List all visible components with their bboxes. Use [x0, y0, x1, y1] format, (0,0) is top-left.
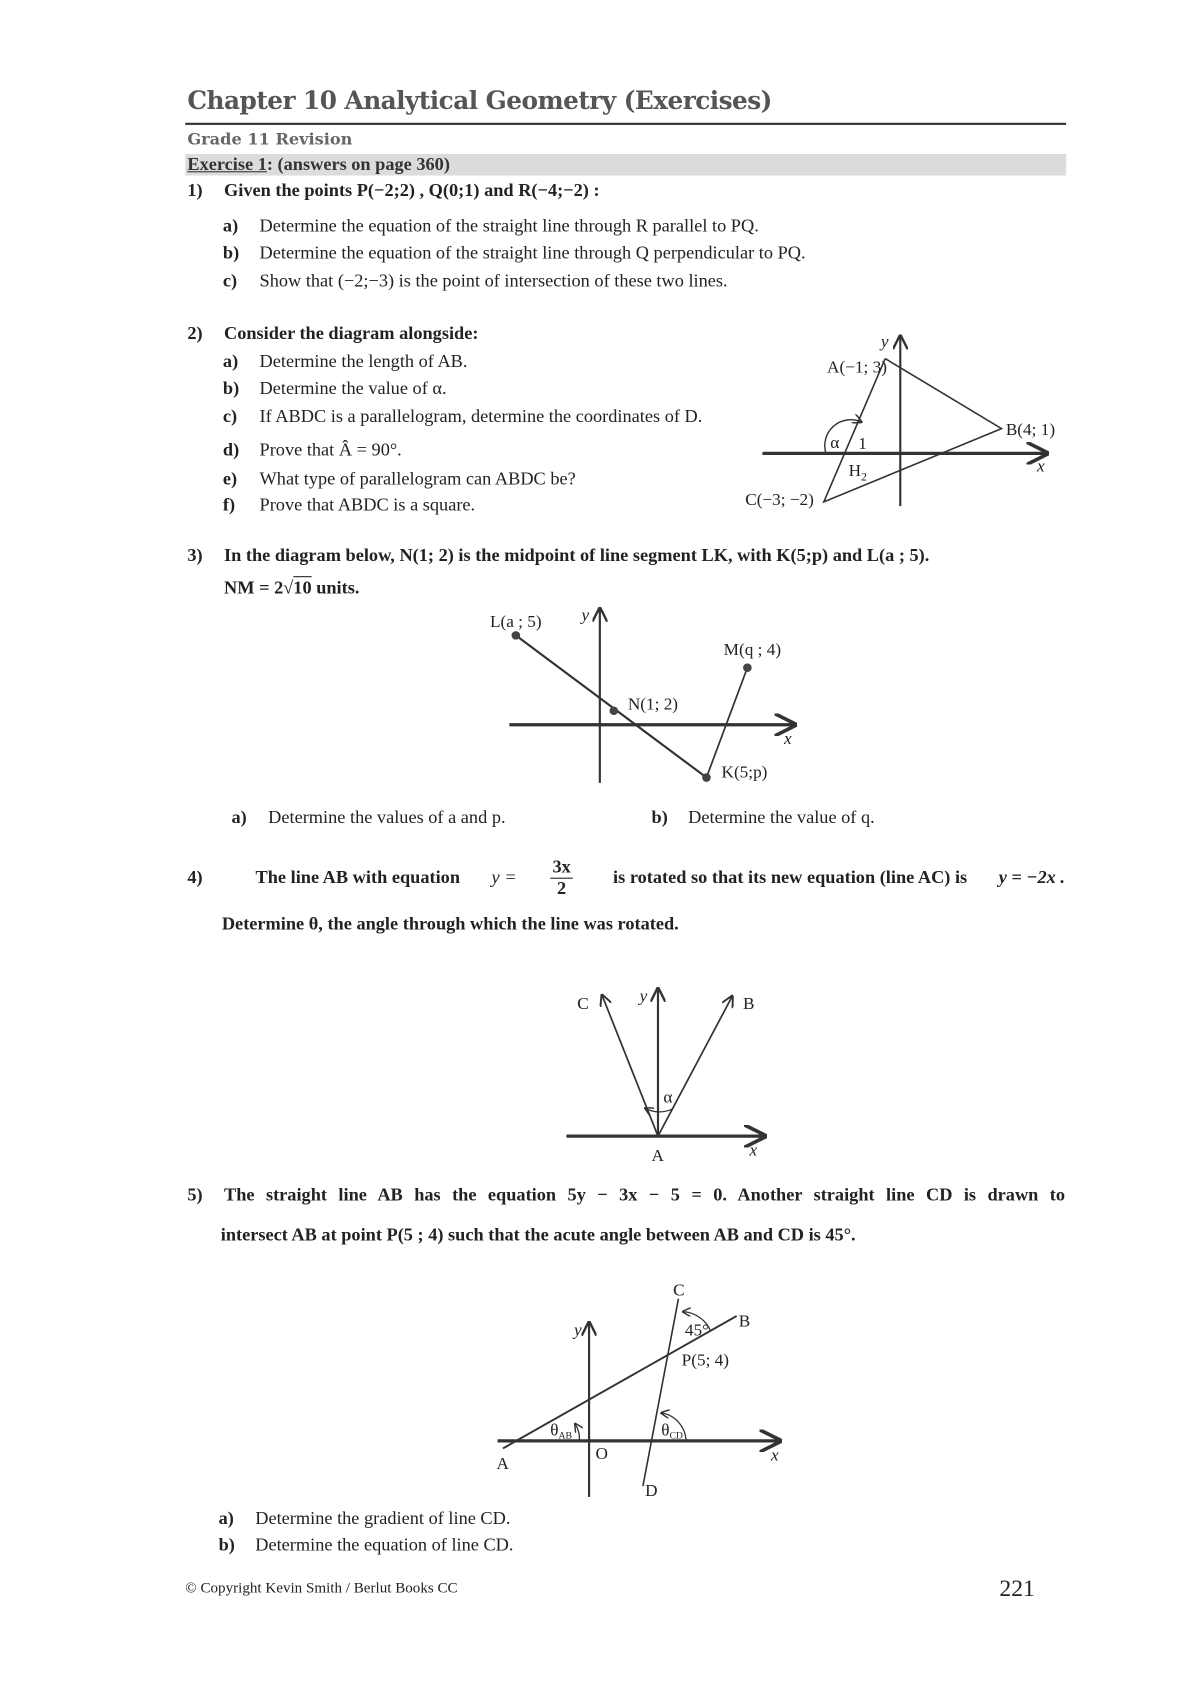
line-ac: [602, 995, 658, 1136]
question-number: 5): [187, 1184, 203, 1206]
label-alpha: α: [830, 432, 840, 452]
line-ab: [658, 996, 732, 1136]
x-axis-label: x: [783, 729, 792, 749]
label-point-p: P(5; 4): [681, 1350, 730, 1370]
copyright: © Copyright Kevin Smith / Berlut Books CC: [185, 1580, 458, 1598]
label-point-a: A: [651, 1145, 664, 1165]
q3-part-a: [232, 807, 506, 829]
part-text: What type of parallelogram can ABDC be?: [259, 468, 576, 489]
label-point-k: K(5;p): [721, 762, 768, 782]
question-text: The line AB with equation: [255, 867, 461, 888]
part-text: If ABDC is a parallelogram, determine the coordinates of D.: [259, 405, 703, 427]
subtitle: Grade 11 Revision: [187, 129, 353, 149]
point-k: [702, 773, 711, 782]
part-label: a): [222, 351, 239, 372]
part-text: Determine the length of AB.: [259, 351, 468, 372]
label-point-c: C: [673, 1280, 685, 1300]
part-text: Determine the value of q.: [688, 806, 875, 828]
label-point-a: A(−1; 3): [827, 357, 887, 377]
question-text: The straight line AB has the equation 5y − 3x − 5 = 0. Another straight line CD is drawn to: [223, 1184, 1066, 1206]
label-theta-cd: θCD: [661, 1420, 683, 1442]
q5-part-b: [219, 1535, 514, 1557]
part-label: b): [651, 806, 668, 828]
y-axis-label: y: [639, 986, 648, 1006]
part-text: Determine the values of a and p.: [268, 806, 506, 828]
exercise-label: Exercise 1: [187, 153, 267, 175]
y-axis-label: y: [573, 1320, 582, 1340]
label-point-b: B(4; 1): [1005, 420, 1056, 440]
label-point-b: B: [738, 1311, 751, 1331]
part-text: Determine the value of α.: [259, 377, 447, 399]
x-axis-label: x: [1037, 456, 1045, 476]
question-5-line-1: [187, 1185, 1065, 1207]
label-point-n: N(1; 2): [627, 694, 679, 714]
question-stem: Given the points P(−2;2) , Q(0;1) and R(−4;−2) :: [223, 179, 600, 201]
part-label: b): [222, 377, 240, 399]
part-label: a): [222, 215, 239, 236]
question-stem: Consider the diagram alongside:: [223, 323, 479, 344]
part-label: d): [222, 439, 240, 460]
part-text: Determine the gradient of line CD.: [255, 1507, 511, 1529]
y-axis-label: y: [880, 331, 889, 351]
equation-fraction: [550, 857, 573, 898]
fraction-denominator: 2: [557, 877, 567, 898]
part-label: b): [218, 1534, 235, 1556]
q3-nm-length: NM = 2√10 units.: [223, 577, 360, 598]
question-number: 3): [187, 544, 203, 566]
question-4-instruction: Determine θ, the angle through which the line was rotated.: [221, 913, 679, 934]
equation-ac: y = −2x .: [998, 867, 1066, 888]
q3-part-b: [652, 807, 875, 829]
label-point-c: C(−3; −2): [745, 490, 814, 510]
question-number: 1): [187, 179, 203, 201]
point-m: [743, 663, 752, 672]
label-45-degrees: 45°: [684, 1320, 710, 1340]
question-4: [187, 857, 1065, 898]
question-number: 2): [187, 323, 203, 344]
label-point-b: B: [743, 994, 755, 1014]
triangle-abc: [824, 359, 1002, 502]
point-n: [610, 706, 619, 715]
part-label: c): [222, 270, 238, 291]
part-text: Determine the equation of the straight line through Q perpendicular to PQ.: [259, 242, 806, 263]
label-point-l: L(a ; 5): [489, 611, 542, 631]
part-label: c): [222, 405, 238, 427]
q5-part-a: [219, 1508, 511, 1530]
part-label: e): [222, 468, 238, 489]
page-title: Chapter 10 Analytical Geometry (Exercises): [187, 86, 772, 116]
segment-km: [706, 668, 747, 778]
nm-root: 10: [293, 577, 312, 598]
label-alpha: α: [663, 1087, 673, 1107]
x-axis-label: x: [771, 1445, 779, 1465]
nm-prefix: NM = 2: [223, 577, 284, 598]
q5-diagram: [498, 1299, 780, 1497]
label-h2: $H_2$: [848, 460, 867, 484]
fraction-numerator: 3x: [550, 857, 573, 878]
question-stem: In the diagram below, N(1; 2) is the midpoint of line segment LK, with K(5;p) and L(a ; 5).: [223, 544, 930, 566]
part-text: Prove that Â = 90°.: [259, 439, 402, 460]
part-text: Prove that ABDC is a square.: [259, 494, 476, 515]
q2-diagram: [762, 336, 1046, 506]
label-point-m: M(q ; 4): [723, 639, 782, 659]
page-number: 221: [999, 1574, 1035, 1602]
label-theta-ab: θAB: [550, 1420, 573, 1442]
theta-ab-arc: [575, 1424, 579, 1441]
y-axis-label: y: [581, 605, 590, 625]
label-point-c: C: [577, 994, 589, 1014]
part-label: b): [222, 242, 240, 263]
nm-suffix: units.: [311, 577, 360, 598]
part-label: f): [222, 494, 236, 515]
label-point-d: D: [645, 1480, 658, 1500]
line-cd: [643, 1299, 679, 1486]
q4-diagram: [566, 986, 764, 1137]
part-label: a): [231, 806, 247, 828]
question-3: [187, 545, 929, 567]
label-origin: O: [595, 1444, 608, 1464]
question-text: is rotated so that its new equation (line AC) is: [613, 867, 968, 888]
x-axis-label: x: [749, 1140, 758, 1160]
label-point-a: A: [496, 1453, 509, 1473]
equation-lhs: y =: [491, 867, 517, 888]
part-text: Determine the equation of the straight line through R parallel to PQ.: [259, 215, 759, 236]
part-text: Show that (−2;−3) is the point of intersection of these two lines.: [259, 270, 728, 291]
part-text: Determine the equation of line CD.: [255, 1534, 514, 1556]
point-l: [512, 631, 521, 640]
label-angle-1: 1: [858, 434, 867, 454]
exercise-note: : (answers on page 360): [266, 153, 450, 175]
question-5-line-2: intersect AB at point P(5 ; 4) such that the acute angle between AB and CD is 45°.: [220, 1224, 856, 1245]
question-number: 4): [187, 867, 203, 888]
part-label: a): [218, 1507, 234, 1529]
